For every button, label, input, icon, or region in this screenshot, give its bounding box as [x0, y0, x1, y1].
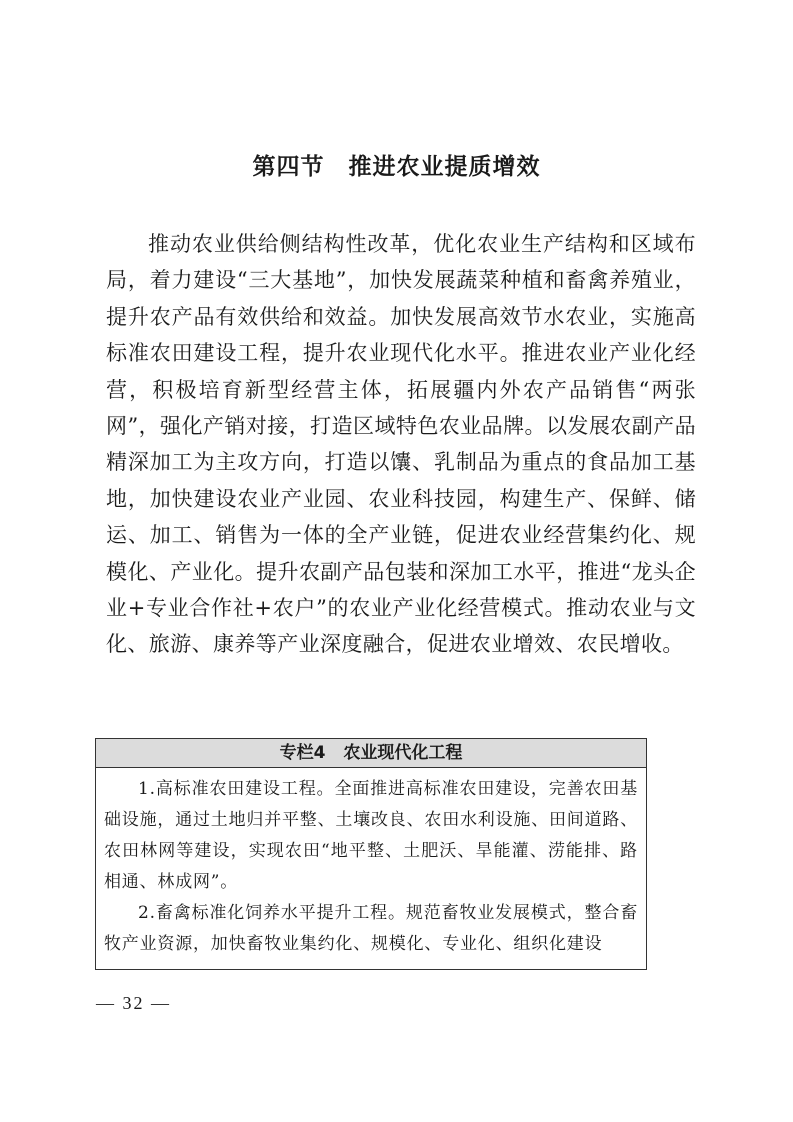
column-box-item: 1.高标准农田建设工程。全面推进高标准农田建设，完善农田基础设施，通过土地归并平整、土壤改良、农田水利设施、田间道路、农田林网等建设，实现农田“地平整、土肥沃、旱能灌、涝能排、路相通、林成网”。	[104, 779, 638, 892]
section-number: 第四节	[252, 154, 325, 180]
section-title	[0, 148, 793, 181]
column-box-label: 专栏4	[279, 743, 326, 763]
body-paragraph: 推动农业供给侧结构性改革，优化农业生产结构和区域布局，着力建设“三大基地”，加快发展蔬菜种植和畜禽养殖业，提升农产品有效供给和效益。加快发展高效节水农业，实施高标准农田建设工程，提升农业现代化水平。推进农业产业化经营，积极培育新型经营主体，拓展疆内外农产品销售“两张网”，强化产销对接，打造区域特色农业品牌。以发展农副产品精深加工为主攻方向，打造以馕、乳制品为重点的食品加工基地，加快建设农业产业园、农业科技园，构建生产、保鲜、储运、加工、销售为一体的全产业链，促进农业经营集约化、规模化、产业化。提升农副产品包装和深加工水平，推进“龙头企业+专业合作社+农户”的农业产业化经营模式。推动农业与文化、旅游、康养等产业深度融合，促进农业增效、农民增收。	[106, 232, 696, 657]
section-title-text: 推进农业提质增效	[348, 154, 541, 180]
column-box-title-text: 农业现代化工程	[343, 743, 463, 763]
column-box-item: 2.畜禽标准化饲养水平提升工程。规范畜牧业发展模式，整合畜牧产业资源，加快畜牧业集约化、规模化、专业化、组织化建设	[104, 903, 638, 954]
page-number: — 32 —	[96, 993, 171, 1013]
column-box	[95, 738, 647, 970]
column-box-body	[96, 768, 646, 960]
column-box-title	[96, 739, 646, 768]
